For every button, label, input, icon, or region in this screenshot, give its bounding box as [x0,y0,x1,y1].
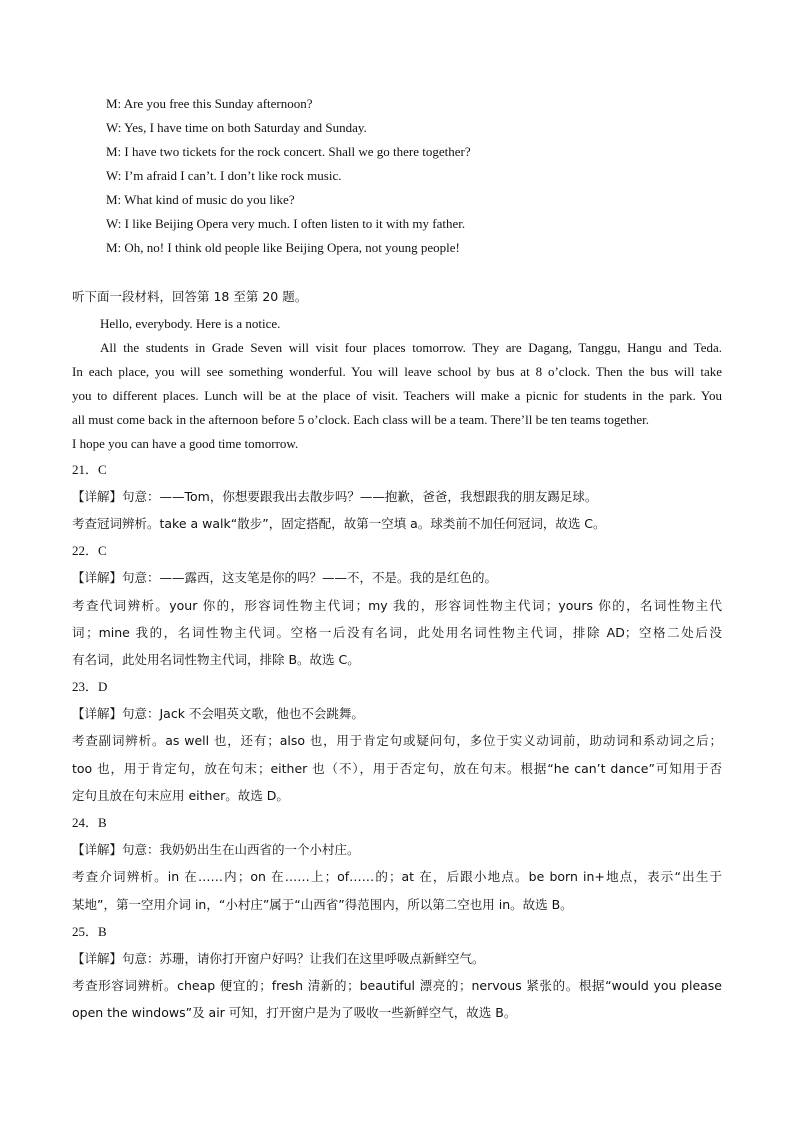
notice-greeting: Hello, everybody. Here is a notice. [100,316,281,331]
answer-analysis: 词；mine 我的，名词性物主代词。空格一后没有名词，此处用名词性物主代词，排除 AD；空格二处后没 [72,625,722,640]
notice-line: you to different places. Lunch will be at the place of visit. Teachers will make a picnic for students in the park. You [72,388,722,403]
answer-analysis: 考查副词辨析。as well 也，还有；also 也，用于肯定句或疑问句，多位于实义动词前，助动词和系动词之后； [72,733,722,748]
notice-closing: I hope you can have a good time tomorrow. [72,436,299,451]
answer-analysis: 考查形容词辨析。cheap 便宜的；fresh 清新的；beautiful 漂亮的；nervous 紧张的。根据“would you please [72,978,722,993]
answer-detail: 【详解】句意：——露西，这支笔是你的吗？——不，不是。我的是红色的。 [72,570,498,585]
dialogue-line: M: What kind of music do you like? [106,192,295,207]
dialogue-line: W: I’m afraid I can’t. I don’t like rock music. [106,168,342,183]
dialogue-line: W: Yes, I have time on both Saturday and Sunday. [106,120,367,135]
dialogue-line: M: I have two tickets for the rock concert. Shall we go there together? [106,144,471,159]
answer-number: 23．D [72,679,108,694]
answer-detail: 【详解】句意：Jack 不会唱英文歌，他也不会跳舞。 [72,706,364,721]
answer-analysis: 考查介词辨析。in 在……内；on 在……上；of……的；at 在，后跟小地点。be born in+地点，表示“出生于 [72,869,722,884]
dialogue-line: M: Are you free this Sunday afternoon? [106,96,313,111]
answer-number: 21．C [72,462,107,477]
dialogue-line: M: Oh, no! I think old people like Beijing Opera, not young people! [106,240,460,255]
answer-number: 25．B [72,924,107,939]
answer-analysis: 某地”，第一空用介词 in，“小村庄”属于“山西省”得范围内，所以第二空也用 in。故选 B。 [72,897,573,912]
notice-line: all must come back in the afternoon before 5 o’clock. Each class will be a team. There’ll be ten teams together. [72,412,649,427]
answer-detail: 【详解】句意：——Tom，你想要跟我出去散步吗？——抱歉，爸爸，我想跟我的朋友踢足球。 [72,489,598,504]
notice-line: All the students in Grade Seven will visit four places tomorrow. They are Dagang, Tanggu, Hangu and Teda. [100,340,722,355]
notice-line: In each place, you will see something wonderful. You will leave school by bus at 8 o’clock. Then the bus will take [72,364,722,379]
answer-detail: 【详解】句意：苏珊，请你打开窗户好吗？让我们在这里呼吸点新鲜空气。 [72,951,485,966]
answer-analysis: 考查代词辨析。your 你的，形容词性物主代词；my 我的，形容词性物主代词；yours 你的，名词性物主代 [72,598,722,613]
answer-analysis: too 也，用于肯定句，放在句末；either 也（不），用于否定句，放在句末。根据“he can’t dance”可知用于否 [72,761,722,776]
answer-detail: 【详解】句意：我奶奶出生在山西省的一个小村庄。 [72,842,360,857]
dialogue-line: W: I like Beijing Opera very much. I often listen to it with my father. [106,216,466,231]
answer-number: 22．C [72,543,107,558]
answer-analysis: 定句且放在句末应用 either。故选 D。 [72,788,289,803]
section-heading: 听下面一段材料，回答第 18 至第 20 题。 [72,289,308,304]
answer-analysis: open the windows”及 air 可知，打开窗户是为了吸收一些新鲜空气，故选 B。 [72,1005,517,1020]
answer-analysis: 有名词，此处用名词性物主代词，排除 B。故选 C。 [72,652,360,667]
answer-analysis: 考查冠词辨析。take a walk“散步”，固定搭配，故第一空填 a。球类前不加任何冠词，故选 C。 [72,516,606,531]
answer-number: 24．B [72,815,107,830]
